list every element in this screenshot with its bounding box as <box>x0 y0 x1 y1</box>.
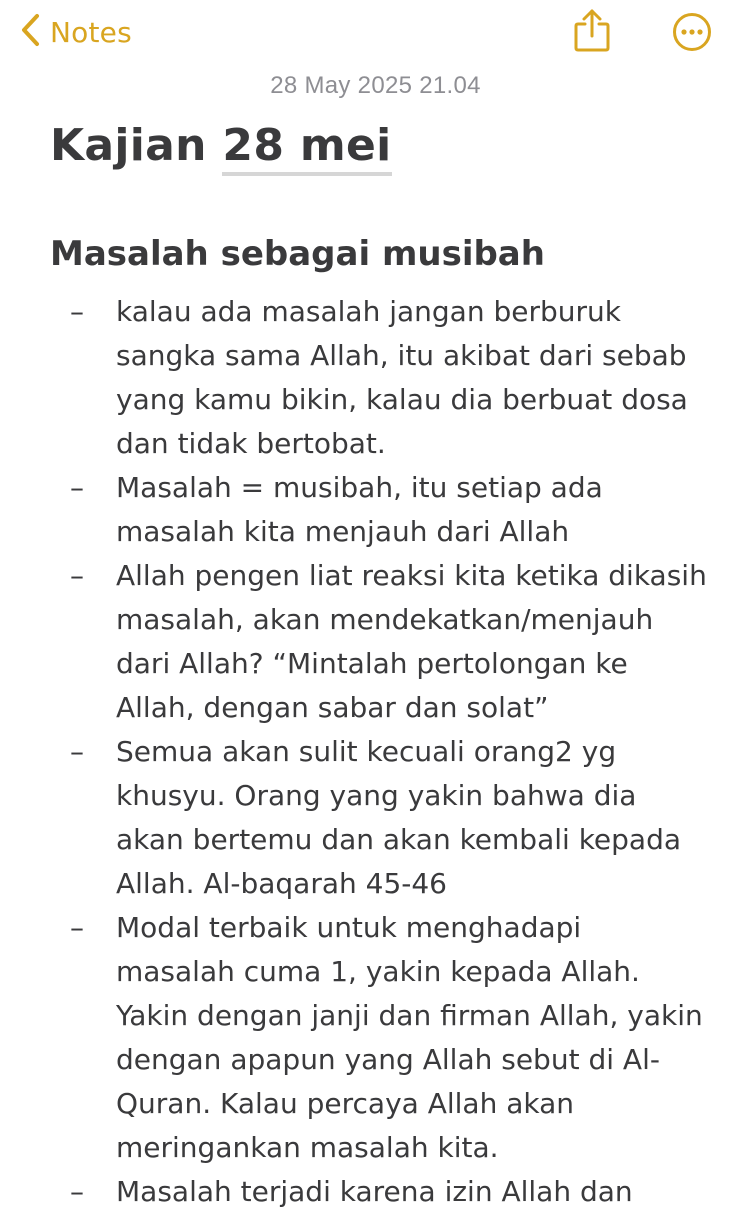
note-title[interactable] <box>50 120 392 171</box>
share-icon <box>572 39 612 58</box>
bullet-text-line: masalah cuma 1, yakin kepada Allah. <box>116 955 640 988</box>
bullet-text-line: dan tidak bertobat. <box>116 427 386 460</box>
bullet-text-line: dengan apapun yang Allah sebut di Al- <box>116 1043 660 1076</box>
bullet-dash: – <box>70 295 84 328</box>
ellipsis-circle-icon <box>672 37 712 56</box>
bullet-text-line: Masalah = musibah, itu setiap ada <box>116 471 603 504</box>
bullet-text <box>116 466 721 554</box>
chevron-left-icon <box>20 13 40 51</box>
bullet-text-line: Masalah terjadi karena izin Allah dan <box>116 1175 633 1208</box>
bullet-text <box>116 554 721 730</box>
bullet-dash: – <box>70 735 84 768</box>
bullet-text-line: Quran. Kalau percaya Allah akan <box>116 1087 574 1120</box>
navigation-bar <box>0 0 751 64</box>
bullet-item[interactable] <box>0 1170 751 1214</box>
bullet-text-line: khusyu. Orang yang yakin bahwa dia <box>116 779 637 812</box>
bullet-text-line: akan bertemu dan akan kembali kepada <box>116 823 682 856</box>
bullet-text-line: meringankan masalah kita. <box>116 1131 499 1164</box>
back-to-notes-button[interactable] <box>20 10 132 54</box>
section-heading[interactable]: Masalah sebagai musibah <box>50 234 545 274</box>
share-button[interactable] <box>572 6 612 54</box>
bullet-text-line: sangka sama Allah, itu akibat dari sebab <box>116 339 687 372</box>
bullet-text-line: dari Allah? “Mintalah pertolongan ke <box>116 647 628 680</box>
more-options-button[interactable] <box>672 12 712 52</box>
bullet-text <box>116 906 721 1170</box>
note-title-prefix: Kajian <box>50 120 207 171</box>
bullet-dash: – <box>70 1175 84 1208</box>
bullet-text-line: masalah, akan mendekatkan/menjauh <box>116 603 654 636</box>
bullet-text-line: Allah, dengan sabar dan solat” <box>116 691 549 724</box>
bullet-text-line: masalah kita menjauh dari Allah <box>116 515 570 548</box>
bullet-text-line: yang kamu bikin, kalau dia berbuat dosa <box>116 383 688 416</box>
note-timestamp: 28 May 2025 21.04 <box>270 72 481 99</box>
bullet-text-line: Semua akan sulit kecuali orang2 yg <box>116 735 617 768</box>
bullet-text-line: Modal terbaik untuk menghadapi <box>116 911 582 944</box>
bullet-text <box>116 730 721 906</box>
note-title-date-link[interactable]: 28 mei <box>222 120 391 176</box>
bullet-text-line: kalau ada masalah jangan berburuk <box>116 295 621 328</box>
bullet-item[interactable] <box>0 466 751 554</box>
bullet-list[interactable] <box>0 290 751 1214</box>
bullet-item[interactable] <box>0 730 751 906</box>
bullet-text <box>116 290 721 466</box>
bullet-dash: – <box>70 471 84 504</box>
bullet-text-line: Yakin dengan janji dan firman Allah, yakin <box>116 999 703 1032</box>
bullet-text <box>116 1170 721 1214</box>
bullet-text-line: Allah pengen liat reaksi kita ketika dikasih <box>116 559 707 592</box>
bullet-dash: – <box>70 559 84 592</box>
bullet-item[interactable] <box>0 554 751 730</box>
bullet-dash: – <box>70 911 84 944</box>
back-button-label: Notes <box>50 15 132 49</box>
bullet-item[interactable] <box>0 290 751 466</box>
bullet-text-line: Allah. Al-baqarah 45-46 <box>116 867 447 900</box>
bullet-item[interactable] <box>0 906 751 1170</box>
